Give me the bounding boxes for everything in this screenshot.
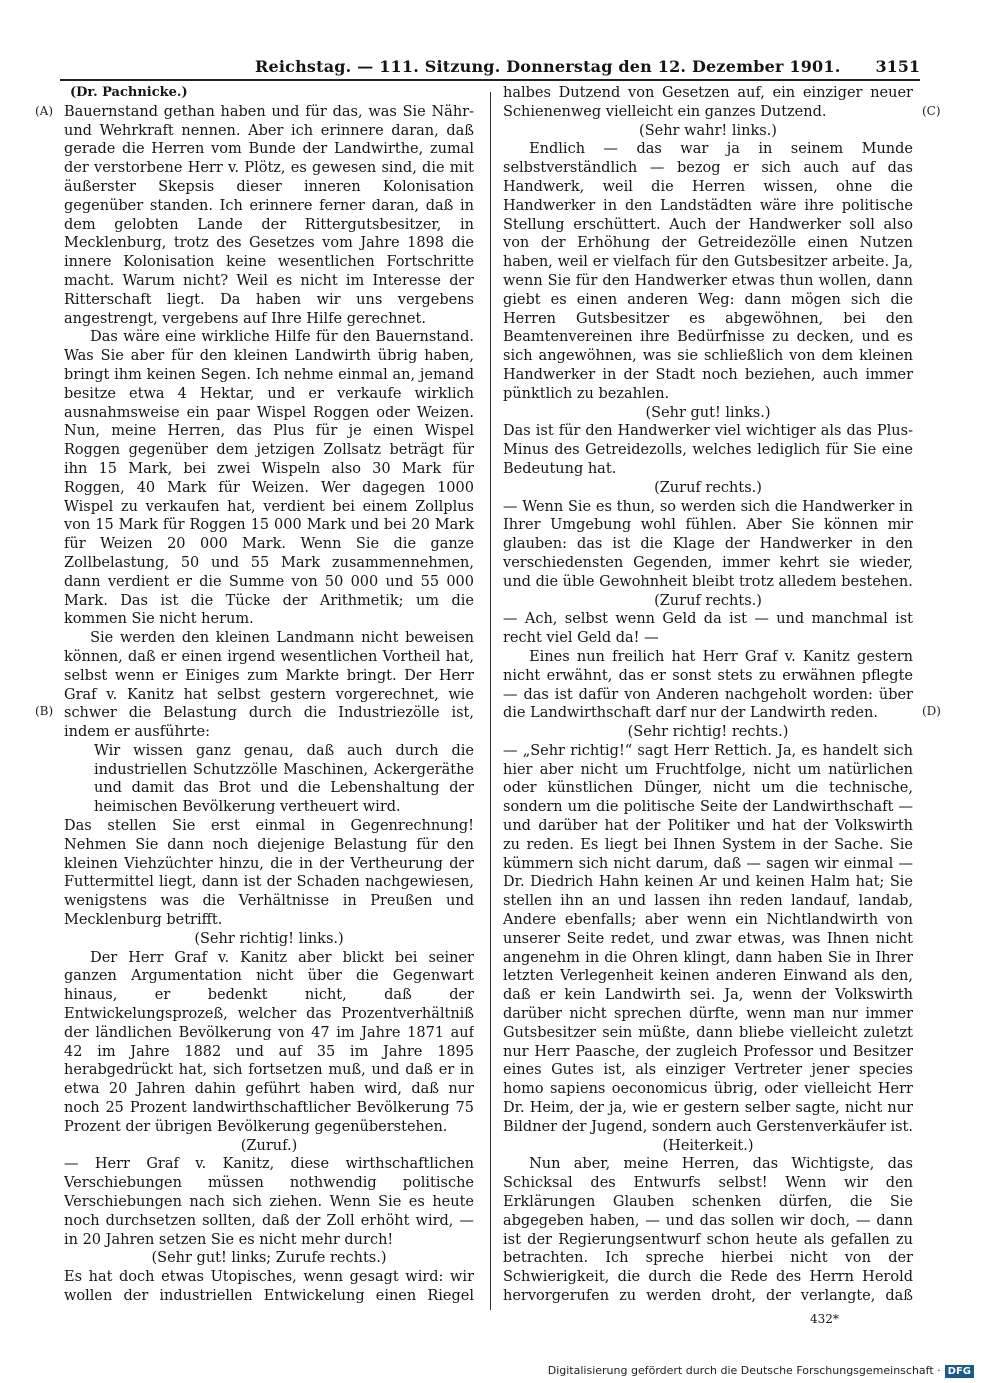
right-paragraph: halbes Dutzend von Gesetzen auf, ein einziger neuer Schienenweg vielleicht ein ganzes Dutzend.: [503, 85, 913, 120]
left-column: [64, 84, 474, 1306]
right-column: [503, 84, 913, 1306]
right-paragraph: — Wenn Sie es thun, so werden sich die Handwerker in Ihrer Umgebung wohl fühlen. Aber Sie können mir glauben: das ist die Klage der Handwerker in den verschiedensten Gegenden, immer kehrt sie wieder, und die üble Gewohnheit bleibt trotz alledem bestehen.: [503, 498, 913, 590]
margin-marker-b: (B): [35, 704, 54, 718]
right-paragraph: — „Sehr richtig!“ sagt Herr Rettich. Ja, es handelt sich hier aber nicht um Fruchtfolge, nicht um natürlichen oder künstlichen Dünger, nicht um die technische, sondern um die politische Seite der Landwirthschaft — und darüber hat der Politiker und hat der Volkswirth zu reden. Es liegt bei Ihnen System in der Sache. Sie kümmern sich nicht darum, daß — sagen wir einmal — Dr. Diedrich Hahn keinen Ar und keinen Halm hat; Sie stellen ihn an und lassen ihn reden landauf, landab, Andere ebenfalls; aber wenn ein Nichtlandwirth von unserer Seite redet, und zwar etwas, was Ihnen nicht angenehm in die Ohren klingt, dann haben Sie in Ihrer letzten Verlegenheit keinen anderen Einwand als den, daß er kein Landwirth sei. Ja, wenn der Volkswirth darüber nicht sprechen dürfte, wenn man nur immer Gutsbesitzer sein müßte, dann bliebe vielleicht zuletzt nur Herr Paasche, der zugleich Professor und Besitzer eines Gutes ist, als einziger Vertreter jener species homo sapiens oeconomicus übrig, oder vielleicht Herr Dr. Heim, der ja, wie er gestern selber sagte, nicht nur Bildner der Jugend, sondern auch Gerstenverkäufer ist.: [503, 742, 913, 1135]
left-paragraph: Es hat doch etwas Utopisches, wenn gesagt wird: wir wollen der industriellen Entwickelung einen Riegel: [64, 1269, 474, 1304]
right-paragraph: Das ist für den Handwerker viel wichtiger als das Plus-Minus des Getreidezolls, welches lediglich für Sie eine Bedeutung hat.: [503, 423, 913, 477]
column-divider: [490, 92, 491, 1310]
margin-marker-a: (A): [35, 104, 54, 118]
running-title: Reichstag. — 111. Sitzung. Donnerstag den 12. Dezember 1901.: [255, 57, 841, 76]
left-paragraph: Das wäre eine wirkliche Hilfe für den Bauernstand. Was Sie aber für den kleinen Landwirth übrig haben, bringt ihm keinen Segen. Ich nehme einmal an, jemand besitze etwa 4 Hektar, und er verkaufe wirklich ausnahmsweise ein paar Wispel Roggen oder Weizen. Nun, meine Herren, das Plus für je einen Wispel Roggen gegenüber dem jetzigen Zollsatz beträgt für ihn 15 Mark, bei zwei Wispeln also 30 Mark für Roggen, 40 Mark für Weizen. Wer dagegen 1000 Wispel zu verkaufen hat, verdient bei einem Zollplus von 15 Mark für Roggen 15 000 Mark und bei 20 Mark für Weizen 20 000 Mark. Wenn Sie die ganze Zollbelastung, 50 und 55 Mark zusammennehmen, dann verdient er die Summe von 50 000 und 55 000 Mark. Das ist die Tücke der Arithmetik; um die kommen Sie nicht herum.: [64, 329, 474, 628]
left-paragraph: — Herr Graf v. Kanitz, diese wirthschaftlichen Verschiebungen müssen nothwendig politische Verschiebungen nach sich ziehen. Wenn Sie es heute noch durchsetzen sollten, daß der Zoll erhöht wird, — in 20 Jahren setzen Sie es nicht mehr durch!: [64, 1156, 474, 1248]
header-rule: [60, 79, 920, 81]
left-paragraph: Bauernstand gethan haben und für das, was Sie Nähr- und Wehrkraft nennen. Aber ich erinnere daran, daß gerade die Herren vom Bunde der Landwirthe, zumal der verstorbene Herr v. Plötz, es gewesen sind, die mit äußerster Skepsis dieser inneren Kolonisation gegenüber standen. Ich erinnere ferner daran, daß in dem gelobten Lande der Rittergutsbesitzer, in Mecklenburg, trotz des Gesetzes vom Jahre 1898 die innere Kolonisation keine wesentlichen Fortschritte macht. Warum nicht? Weil es nicht im Interesse der Ritterschaft liegt. Da haben wir uns vergebens angestrengt, vergebens auf Ihre Hilfe gerechnet.: [64, 103, 474, 327]
signature-mark: 432*: [810, 1312, 839, 1326]
footer-text: Digitalisierung gefördert durch die Deutsche Forschungsgemeinschaft ·: [547, 1364, 941, 1377]
page-number: 3151: [875, 57, 920, 76]
speaker-label: (Dr. Pachnicke.): [70, 85, 188, 100]
right-paragraph: (Heiterkeit.): [662, 1137, 754, 1154]
right-paragraph: (Zuruf rechts.): [654, 592, 762, 609]
dfg-logo: DFG: [945, 1365, 974, 1378]
left-paragraph: (Sehr gut! links; Zurufe rechts.): [151, 1250, 387, 1267]
right-paragraph: (Sehr wahr! links.): [639, 122, 777, 139]
margin-marker-d: (D): [922, 704, 941, 718]
right-paragraph: (Sehr richtig! rechts.): [627, 724, 789, 741]
left-paragraph: Der Herr Graf v. Kanitz aber blickt bei seiner ganzen Argumentation nicht über die Gegenwart hinaus, er bedenkt nicht, daß der Entwickelungsprozeß, welcher das Prozentverhältniß der ländlichen Bevölkerung von 47 im Jahre 1871 auf 42 im Jahre 1882 und auf 35 im Jahre 1895 herabgedrückt hat, sich fortsetzen muß, und daß er in etwa 20 Jahren dahin geführt haben wird, daß nur noch 25 Prozent landwirthschaftlicher Bevölkerung 75 Prozent der übrigen Bevölkerung gegenüberstehen.: [64, 949, 474, 1135]
right-paragraph: — Ach, selbst wenn Geld da ist — und manchmal ist recht viel Geld da! —: [503, 611, 913, 647]
left-paragraph: Wir wissen ganz genau, daß auch durch die industriellen Schutzzölle Maschinen, Ackergeräthe und damit das Brot und die Lebenshaltung der heimischen Bevölkerung vertheuert wird.: [94, 742, 474, 816]
footer-credit: [548, 1364, 974, 1378]
right-paragraph: (Sehr gut! links.): [645, 404, 771, 421]
right-paragraph: Endlich — das war ja in seinem Munde selbstverständlich — bezog er sich auch auf das Handwerk, weil die Herren wissen, ohne die Handwerker in den Landstädten wäre ihre politische Stellung erschüttert. Auch der Handwerker soll also von der Erhöhung der Getreidezölle einen Nutzen haben, weil er vielfach für den Gutsbesitzer arbeite. Ja, wenn Sie für den Handwerker etwas thun wollen, dann giebt es einen anderen Weg: dann mögen sich die Herren Gutsbesitzer es abgewöhnen, bei den Beamtenvereinen ihre Bedürfnisse zu decken, und es sich angewöhnen, was sie schließlich von dem kleinen Handwerker in der Stadt noch beziehen, auch immer pünktlich zu bezahlen.: [503, 141, 913, 402]
page-header: [60, 55, 920, 81]
right-paragraph: (Zuruf rechts.): [654, 479, 762, 496]
left-paragraph: (Sehr richtig! links.): [194, 930, 344, 947]
right-paragraph: Nun aber, meine Herren, das Wichtigste, das Schicksal des Entwurfs selbst! Wenn wir den Erklärungen Glauben schenken dürfen, die Sie abgegeben haben, — und das sollen wir doch, — dann ist der Regierungsentwurf schon heute als gefallen zu betrachten. Ich spreche hierbei nicht von der Schwierigkeit, die durch die Rede des Herrn Herold hervorgerufen zu werden droht, der verlangte, daß: [503, 1156, 913, 1304]
left-paragraph: Das stellen Sie erst einmal in Gegenrechnung! Nehmen Sie dann noch diejenige Belastung für den kleinen Viehzüchter hinzu, die in der Vertheurung der Futtermittel liegt, dann ist der Schaden nachgewiesen, wenigstens was die Verhältnisse in Preußen und Mecklenburg betrifft.: [64, 818, 474, 929]
left-paragraph: (Zuruf.): [240, 1137, 298, 1154]
left-paragraph: Sie werden den kleinen Landmann nicht beweisen können, daß er einen irgend wesentlichen Vortheil hat, selbst wenn er Einiges zum Markte bringt. Der Herr Graf v. Kanitz hat selbst gestern vorgerechnet, wie schwer die Belastung durch die Industriezölle ist, indem er ausführte:: [64, 630, 474, 741]
margin-marker-c: (C): [922, 104, 941, 118]
right-paragraph: Eines nun freilich hat Herr Graf v. Kanitz gestern nicht erwähnt, das er sonst stets zu erwähnen pflegte — das ist dafür von Anderen nachgeholt worden: über die Landwirthschaft darf nur der Landwirth reden.: [503, 648, 913, 722]
